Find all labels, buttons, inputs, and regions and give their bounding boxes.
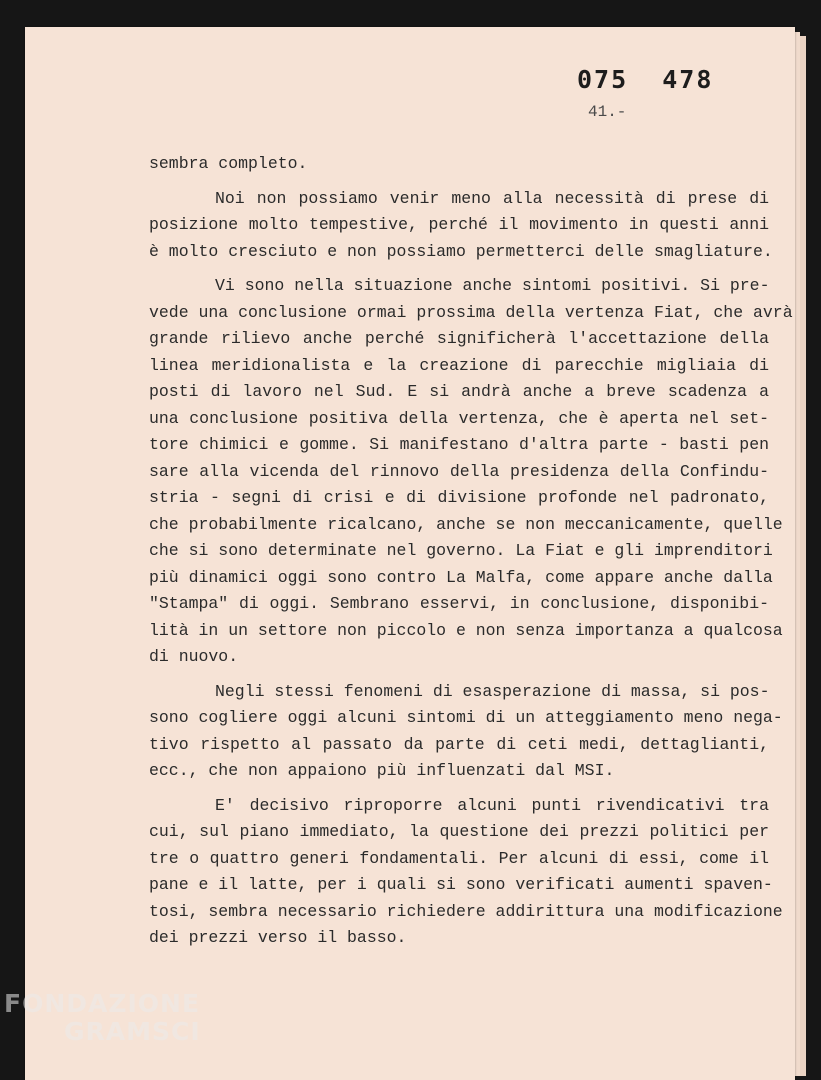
text-line: tosi, sembra necessario richiedere addirittura una modificazione (149, 901, 783, 921)
text-line: che probabilmente ricalcano, anche se non meccanicamente, quelle (149, 514, 783, 534)
document-page (25, 27, 795, 1080)
text-line: tre o quattro generi fondamentali. Per alcuni di essi, come il (149, 848, 769, 868)
paragraph (149, 273, 793, 671)
text-line: Negli stessi fenomeni di esasperazione di massa, si pos- (215, 681, 770, 701)
text-line: pane e il latte, per i quali si sono verificati aumenti spaven- (149, 875, 773, 894)
text-line: sono cogliere oggi alcuni sintomi di un atteggiamento meno nega- (149, 708, 783, 727)
text-line: posti di lavoro nel Sud. E si andrà anche a breve scadenza a (149, 382, 769, 401)
text-line: Vi sono nella situazione anche sintomi positivi. Si pre- (215, 276, 770, 295)
page-number: 41.- (588, 103, 627, 121)
paragraph (149, 793, 783, 952)
text-line: stria - segni di crisi e di divisione profonde nel padronato, (149, 488, 769, 507)
text-line: tore chimici e gomme. Si manifestano d'altra parte - basti pen (149, 435, 769, 454)
text-line: tivo rispetto al passato da parte di ceti medi, dettaglianti, (149, 734, 769, 754)
text-line: grande rilievo anche perché significherà l'accettazione della (149, 329, 769, 348)
archive-document-number: 075 478 (577, 65, 714, 94)
paragraph (149, 186, 773, 266)
text-line: posizione molto tempestive, perché il movimento in questi anni (149, 215, 769, 234)
text-line: cui, sul piano immediato, la questione dei prezzi politici per (149, 822, 769, 841)
text-line: di nuovo. (149, 647, 239, 666)
text-line: una conclusione positiva della vertenza, che è aperta nel set- (149, 408, 769, 428)
text-line: ecc., che non appaiono più influenzati dal MSI. (149, 761, 615, 780)
text-line: lità in un settore non piccolo e non senza importanza a qualcosa (149, 620, 783, 640)
text-line: vede una conclusione ormai prossima della vertenza Fiat, che avrà (149, 302, 793, 322)
text-line: più dinamici oggi sono contro La Malfa, come appare anche dalla (149, 567, 773, 587)
watermark-line: GRAMSCI (64, 1017, 201, 1046)
paragraph (149, 679, 783, 785)
text-line: Noi non possiamo venir meno alla necessità di prese di (215, 188, 769, 208)
text-line: che si sono determinate nel governo. La Fiat e gli imprenditori (149, 541, 773, 560)
text-line: linea meridionalista e la creazione di parecchie migliaia di (149, 355, 769, 375)
document-body (149, 151, 793, 960)
text-line: E' decisivo riproporre alcuni punti rivendicativi tra (215, 795, 769, 815)
watermark-line: FONDAZIONE (4, 989, 201, 1018)
paragraph (149, 151, 769, 178)
text-line: sembra completo. (149, 154, 308, 173)
text-line: sare alla vicenda del rinnovo della presidenza della Confindu- (149, 461, 769, 481)
text-line: è molto cresciuto e non possiamo permetterci delle smagliature. (149, 241, 773, 261)
archive-watermark-logo (4, 990, 201, 1046)
text-line: "Stampa" di oggi. Sembrano esservi, in conclusione, disponibi- (149, 594, 769, 613)
text-line: dei prezzi verso il basso. (149, 928, 407, 947)
